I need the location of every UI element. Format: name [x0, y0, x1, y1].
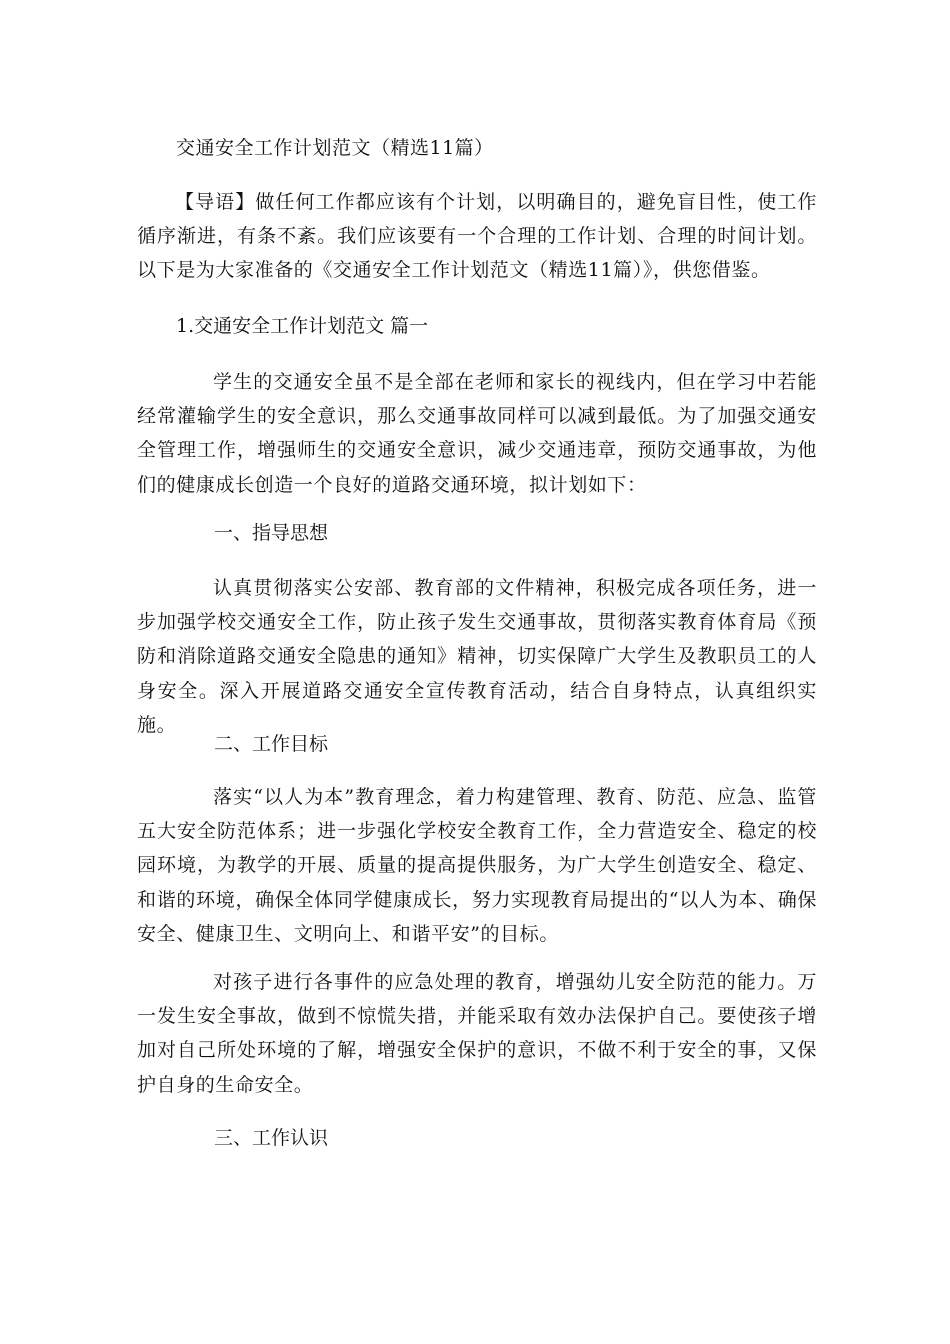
- heading-work-goals: 二、工作目标: [214, 733, 329, 755]
- body-paragraph-1: 学生的交通安全虽不是全部在老师和家长的视线内，但在学习中若能经常灌输学生的安全意识，那么交通事故同样可以减到最低。为了加强交通安全管理工作，增强师生的交通安全意识，减少交通违章，预防交通事故，为他们的健康成长创造一个良好的道路交通环境，拟计划如下：: [137, 371, 817, 496]
- intro-paragraph: 【导语】做任何工作都应该有个计划，以明确目的，避免盲目性，使工作循序渐进，有条不紊。我们应该要有一个合理的工作计划、合理的时间计划。以下是为大家准备的《交通安全工作计划范文（精选11篇）》，供您借鉴。: [137, 191, 817, 282]
- body-paragraph-4: 对孩子进行各事件的应急处理的教育，增强幼儿安全防范的能力。万一发生安全事故，做到不惊慌失措，并能采取有效办法保护自己。要使孩子增加对自己所处环境的了解，增强安全保护的意识，不做不利于安全的事，又保护自身的生命安全。: [137, 971, 817, 1096]
- document-title: 交通安全工作计划范文（精选11篇）: [176, 137, 494, 159]
- body-paragraph-3: 落实“以人为本”教育理念，着力构建管理、教育、防范、应急、监管五大安全防范体系；进一步强化学校安全教育工作，全力营造安全、稳定的校园环境，为教学的开展、质量的提高提供服务，为广大学生创造安全、稳定、和谐的环境，确保全体同学健康成长，努力实现教育局提出的“以人为本、确保安全、健康卫生、文明向上、和谐平安”的目标。: [137, 786, 817, 945]
- body-paragraph-2: 认真贯彻落实公安部、教育部的文件精神，积极完成各项任务，进一步加强学校交通安全工作，防止孩子发生交通事故，贯彻落实教育体育局《预防和消除道路交通安全隐患的通知》精神，切实保障广大学生及教职员工的人身安全。深入开展道路交通安全宣传教育活动，结合自身特点，认真组织实施。: [137, 577, 817, 736]
- heading-work-understanding: 三、工作认识: [214, 1127, 329, 1149]
- section-heading: 1.交通安全工作计划范文 篇一: [176, 315, 429, 337]
- heading-guiding-ideology: 一、指导思想: [214, 522, 329, 544]
